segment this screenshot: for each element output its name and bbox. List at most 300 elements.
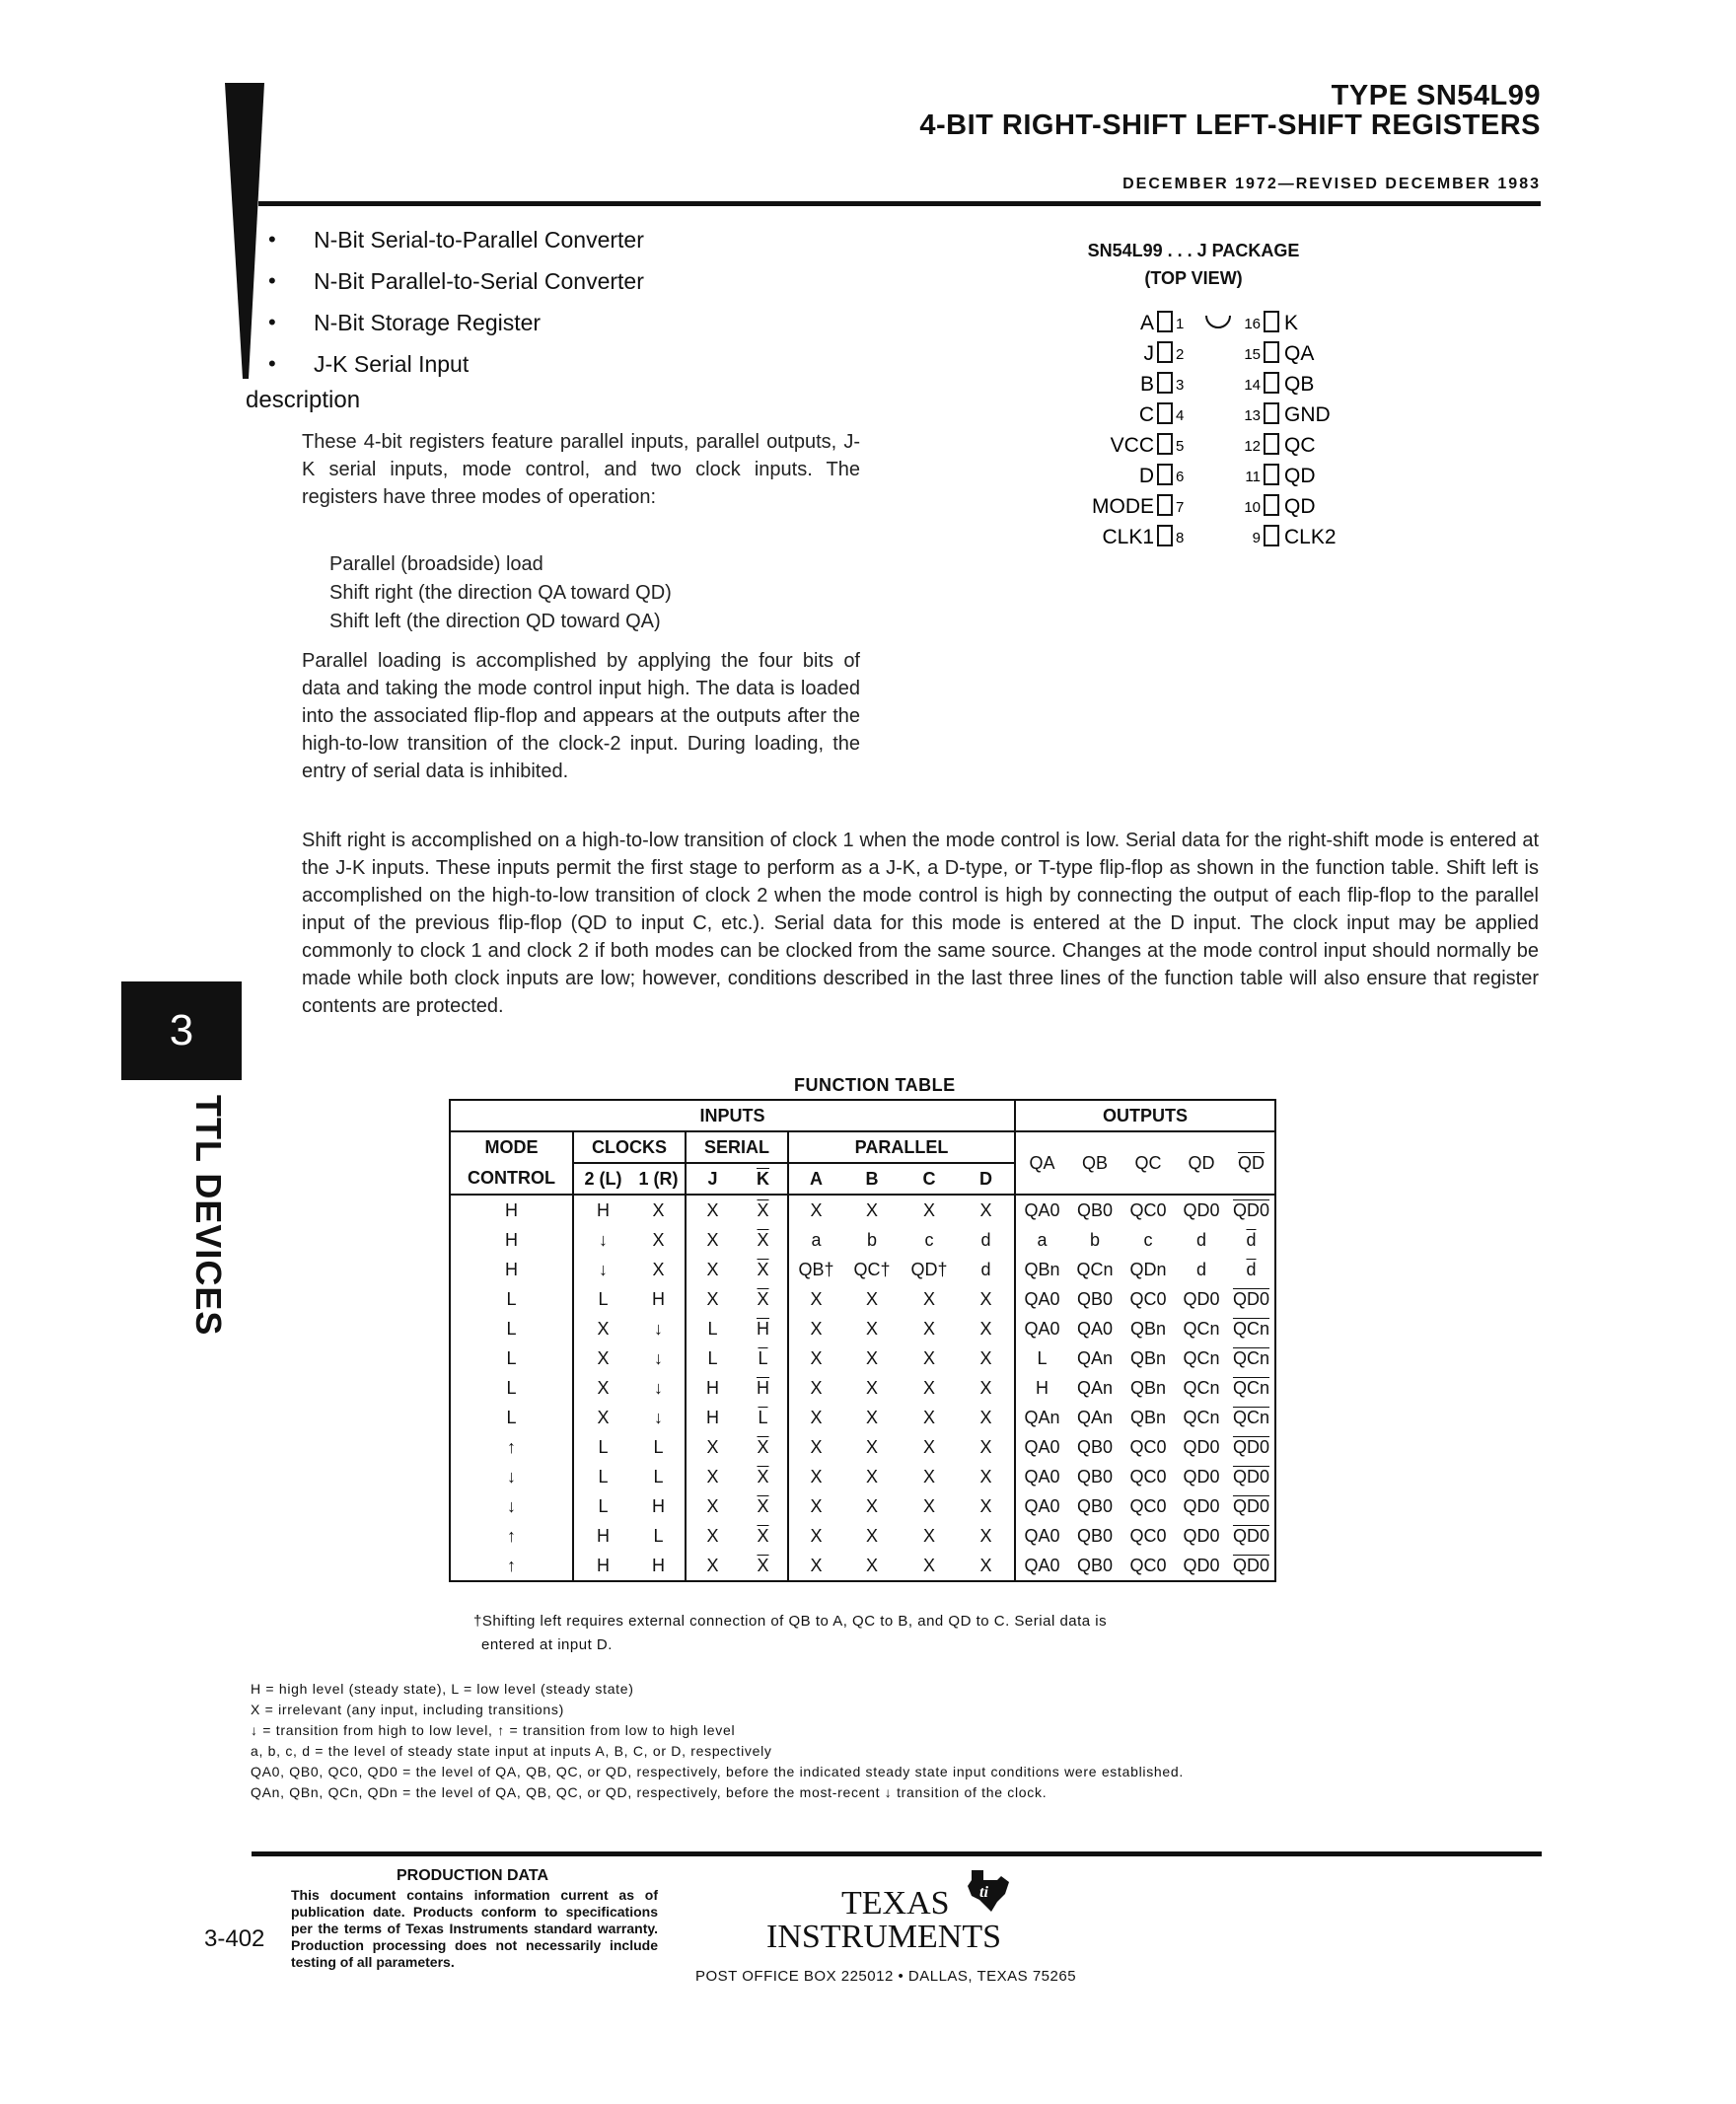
table-cell: X [573, 1343, 632, 1373]
table-cell: X [979, 1347, 992, 1368]
feature-item: • N-Bit Serial-to-Parallel Converter [268, 219, 644, 260]
table-cell: d [1195, 1259, 1206, 1279]
table-cell: QA0 [1015, 1462, 1068, 1491]
output-col-header: QC [1121, 1131, 1175, 1195]
table-cell: X [922, 1347, 935, 1368]
margin-change-bar [225, 83, 264, 379]
table-cell: ↑ [450, 1521, 573, 1551]
feature-item: • N-Bit Storage Register [268, 302, 644, 343]
table-cell: L [686, 1343, 739, 1373]
table-cell: X [979, 1495, 992, 1516]
table-cell: QC0 [1129, 1466, 1167, 1487]
description-paragraph: Shift right is accomplished on a high-to-low transition of clock 1 when the mode control is low. Serial data for the right-shift mode is entered at the J-K inputs. These inputs permit the first stage to perform as a J-K, a D-type, or T-type flip-flop as shown in the function table. Shift left is accomplished on the high-to-low transition of clock 2 when the mode control is high by connecting the output of each flip-flop to the parallel input of the previous flip-flop (QD to input C, etc.). Serial data for this mode is entered at the D input. The clock input may be applied commonly to clock 1 and clock 2 if both modes can be clocked from the same source. Changes at the mode control input should normally be made while both clock inputs are low; however, conditions described in the last three lines of the function table will also ensure that register contents are protected. [302, 830, 1539, 1017]
pin-name: A [1139, 312, 1154, 334]
table-cell: QB0 [1076, 1466, 1114, 1487]
table-cell: X [958, 1551, 1015, 1581]
package-title [1070, 237, 1317, 292]
table-cell: H [686, 1373, 739, 1403]
table-cell: H [632, 1551, 686, 1581]
table-cell: X [686, 1432, 739, 1462]
table-cell: QBn [1015, 1255, 1068, 1284]
table-cell: X [686, 1551, 739, 1581]
table-cell: X [979, 1436, 992, 1457]
mode-header: MODE [450, 1131, 573, 1163]
pin-name: GND [1284, 403, 1331, 426]
table-cell: ↑ [450, 1432, 573, 1462]
pin-number: 2 [1176, 346, 1185, 363]
table-cell: $\overline{d}$ [1228, 1255, 1275, 1284]
table-cell: QD0 [1228, 1521, 1275, 1551]
table-cell: X [788, 1521, 843, 1551]
table-cell: X [865, 1495, 878, 1516]
k-header: $\overline{K}$ [739, 1163, 788, 1195]
legend-item: QAn, QBn, QCn, QDn = the level of QA, QB, QC, or QD, respectively, before the most-recent ↓ transition of the clock. [251, 1784, 1048, 1800]
ti-state-icon [968, 1870, 1009, 1912]
table-cell: QC0 [1129, 1436, 1167, 1457]
table-cell: QA0 [1015, 1551, 1068, 1581]
pin-right [1244, 495, 1315, 518]
table-cell: X [686, 1284, 739, 1314]
feature-item: • J-K Serial Input [268, 343, 644, 385]
table-cell: L [573, 1432, 632, 1462]
parallel-col-header: C [901, 1163, 958, 1195]
pin-number: 5 [1176, 438, 1185, 455]
table-cell: QBn [1129, 1377, 1167, 1398]
table-cell: X [865, 1466, 878, 1487]
clock2-header: 2 (L) [573, 1163, 632, 1195]
table-cell: QB0 [1076, 1199, 1114, 1220]
logo-texas: TEXAS [841, 1885, 950, 1922]
table-cell: L [1015, 1343, 1068, 1373]
table-cell: QC† [853, 1259, 891, 1279]
control-header: CONTROL [450, 1163, 573, 1195]
title-type: TYPE SN54L99 [1331, 80, 1541, 111]
table-cell: QD0 [1228, 1432, 1275, 1462]
pin-number: 9 [1252, 530, 1261, 546]
table-cell: QAn [1076, 1407, 1114, 1427]
table-cell: H [1015, 1373, 1068, 1403]
pin-number: 16 [1244, 316, 1261, 332]
pinout-diagram [1075, 308, 1371, 564]
table-cell: X [922, 1377, 935, 1398]
table-cell: a [788, 1225, 843, 1255]
table-cell: d [980, 1229, 991, 1250]
parallel-header: PARALLEL [788, 1131, 1015, 1163]
table-cell: L [450, 1284, 573, 1314]
svg-text:ti: ti [979, 1884, 988, 1901]
production-data-title: PRODUCTION DATA [397, 1867, 549, 1884]
table-cell: $\overline{X}$ [757, 1495, 769, 1516]
pin-number: 15 [1244, 346, 1261, 363]
table-cell: X [686, 1491, 739, 1521]
table-row [450, 1314, 1275, 1343]
pin-left [1092, 495, 1184, 518]
table-cell: $\overline{QCn}$ [1228, 1343, 1275, 1373]
table-cell: $\overline{QCn}$ [1228, 1373, 1275, 1403]
table-cell: QD0 [1228, 1284, 1275, 1314]
page-number: 3-402 [204, 1925, 265, 1952]
pin-name: QB [1284, 373, 1315, 396]
pin-left [1139, 465, 1185, 487]
table-cell: QB0 [1076, 1495, 1114, 1516]
table-cell: X [843, 1551, 901, 1581]
function-table [449, 1099, 1276, 1582]
table-cell: X [865, 1347, 878, 1368]
mode-item: Shift left (the direction QD toward QA) [329, 611, 661, 632]
table-cell: X [922, 1525, 935, 1546]
package-name: SN54L99 . . . J PACKAGE [1087, 241, 1300, 260]
output-col-header: $\overline{QD}$ [1228, 1131, 1275, 1195]
pin-right [1244, 373, 1314, 396]
table-cell: X [865, 1436, 878, 1457]
table-cell: b [866, 1229, 877, 1250]
table-cell: H [652, 1288, 665, 1309]
table-cell: QB0 [1068, 1551, 1121, 1581]
output-col-header: QD [1175, 1131, 1228, 1195]
table-cell: b [1089, 1229, 1100, 1250]
table-cell: QCn [1076, 1259, 1114, 1279]
table-cell: QD0 [1183, 1525, 1220, 1546]
table-cell: ↓ [654, 1318, 663, 1339]
parallel-col-header: A [788, 1163, 843, 1195]
pin-name: QA [1284, 342, 1315, 365]
table-cell: X [788, 1432, 843, 1462]
table-cell: X [788, 1462, 843, 1491]
table-cell: X [652, 1229, 665, 1250]
table-cell: QD0 [1175, 1551, 1228, 1581]
table-cell: X [686, 1255, 739, 1284]
table-cell: ↑ [450, 1551, 573, 1581]
table-cell: L [573, 1491, 632, 1521]
logo-instruments: INSTRUMENTS [766, 1919, 1002, 1955]
table-cell: X [865, 1318, 878, 1339]
table-cell: $\overline{L}$ [758, 1347, 768, 1368]
pin-name: QC [1284, 434, 1316, 457]
pin-number: 12 [1244, 438, 1261, 455]
table-cell: H [573, 1195, 632, 1225]
table-cell: X [686, 1195, 739, 1225]
pin-number: 13 [1244, 407, 1261, 424]
table-cell: QC0 [1129, 1525, 1167, 1546]
table-cell: X [922, 1288, 935, 1309]
table-cell: L [686, 1314, 739, 1343]
table-cell: $\overline{X}$ [757, 1229, 769, 1250]
footnote-line: entered at input D. [481, 1636, 613, 1653]
table-row [450, 1195, 1275, 1225]
pin-number: 4 [1176, 407, 1185, 424]
table-cell: L [653, 1466, 664, 1487]
table-cell: X [922, 1318, 935, 1339]
inputs-header: INPUTS [450, 1100, 1015, 1131]
table-cell: $\overline{L}$ [758, 1407, 768, 1427]
section-tab-number: 3 [121, 981, 242, 1080]
table-cell: QA0 [1015, 1195, 1068, 1225]
table-cell: QC0 [1129, 1288, 1167, 1309]
pin-left [1139, 403, 1185, 426]
table-cell: ↓ [573, 1225, 632, 1255]
clocks-header: CLOCKS [573, 1131, 686, 1163]
table-cell: QAn [1076, 1377, 1114, 1398]
table-cell: QD0 [1228, 1195, 1275, 1225]
table-cell: QA0 [1015, 1521, 1068, 1551]
pin-name: CLK1 [1102, 526, 1154, 548]
table-cell: X [865, 1199, 878, 1220]
table-cell: QD0 [1183, 1495, 1220, 1516]
mode-item: Shift right (the direction QA toward QD) [329, 582, 672, 604]
table-footnote [473, 1610, 1107, 1657]
table-cell: d [980, 1259, 991, 1279]
pin-number: 8 [1176, 530, 1185, 546]
operation-modes [329, 550, 672, 636]
table-cell: L [653, 1436, 664, 1457]
table-cell: $\overline{X}$ [757, 1259, 769, 1279]
feature-list [268, 219, 644, 385]
pin-name: K [1284, 312, 1299, 334]
table-cell: X [865, 1377, 878, 1398]
table-cell: X [922, 1495, 935, 1516]
output-col-header: QB [1068, 1131, 1121, 1195]
table-row [450, 1255, 1275, 1284]
table-cell: X [788, 1373, 843, 1403]
table-row [450, 1462, 1275, 1491]
pin-number: 6 [1176, 469, 1185, 485]
table-cell: X [652, 1259, 665, 1279]
table-cell: H [573, 1521, 632, 1551]
pin-number: 14 [1244, 377, 1261, 394]
table-cell: X [979, 1377, 992, 1398]
table-cell: X [979, 1318, 992, 1339]
table-cell: X [788, 1491, 843, 1521]
table-row [450, 1225, 1275, 1255]
table-cell: X [788, 1195, 843, 1225]
table-cell: X [573, 1403, 632, 1432]
pin-left [1102, 526, 1184, 548]
table-cell: H [652, 1495, 665, 1516]
company-address: POST OFFICE BOX 225012 • DALLAS, TEXAS 75265 [695, 1968, 1077, 1985]
parallel-col-header: B [843, 1163, 901, 1195]
pin-right [1244, 403, 1330, 426]
j-header: J [686, 1163, 739, 1195]
page-title [919, 81, 1541, 140]
table-cell: X [686, 1521, 739, 1551]
table-cell: ↓ [654, 1377, 663, 1398]
table-cell: X [788, 1314, 843, 1343]
pin-name: J [1143, 342, 1154, 365]
table-row [450, 1551, 1275, 1581]
table-cell: QD0 [1183, 1436, 1220, 1457]
table-cell: X [573, 1314, 632, 1343]
table-cell: $\overline{X}$ [757, 1288, 769, 1309]
table-cell: QC0 [1121, 1551, 1175, 1581]
table-cell: L [450, 1373, 573, 1403]
pin-left [1111, 434, 1185, 457]
output-col-header: QA [1015, 1131, 1068, 1195]
outputs-header: OUTPUTS [1015, 1100, 1275, 1131]
legend [251, 1679, 1184, 1803]
table-cell: QAn [1076, 1347, 1114, 1368]
pin-right [1253, 526, 1337, 548]
table-row [450, 1343, 1275, 1373]
table-cell: QCn [1183, 1347, 1220, 1368]
table-cell: X [788, 1284, 843, 1314]
table-cell: $\overline{H}$ [757, 1318, 769, 1339]
pin-name: B [1139, 373, 1154, 396]
table-cell: QA0 [1015, 1432, 1068, 1462]
table-cell: $\overline{d}$ [1228, 1225, 1275, 1255]
table-cell: $\overline{X}$ [739, 1551, 788, 1581]
table-cell: QA0 [1015, 1491, 1068, 1521]
title-description: 4-BIT RIGHT-SHIFT LEFT-SHIFT REGISTERS [919, 109, 1541, 141]
clock1-header: 1 (R) [632, 1163, 686, 1195]
table-cell: X [901, 1551, 958, 1581]
pin-number: 3 [1176, 377, 1185, 394]
pin-name: C [1138, 403, 1154, 426]
table-cell: $\overline{QCn}$ [1228, 1314, 1275, 1343]
table-cell: H [573, 1551, 632, 1581]
pin-right [1244, 434, 1315, 457]
legend-item: a, b, c, d = the level of steady state input at inputs A, B, C, or D, respectively [251, 1743, 772, 1759]
table-cell: QB0 [1076, 1436, 1114, 1457]
table-cell: QBn [1129, 1407, 1167, 1427]
table-cell: d [1195, 1229, 1206, 1250]
table-cell: QD0 [1228, 1491, 1275, 1521]
texas-instruments-logo [764, 1866, 1031, 1955]
table-cell: X [788, 1551, 843, 1581]
table-cell: X [865, 1288, 878, 1309]
table-cell: X [788, 1403, 843, 1432]
table-cell: L [450, 1343, 573, 1373]
table-cell: X [922, 1407, 935, 1427]
table-cell: $\overline{X}$ [757, 1436, 769, 1457]
production-data-notice: This document contains information current as of publication date. Products conform to specifications per the terms of Texas Instruments standard warranty. Production processing does not necessarily include testing of all parameters. [291, 1887, 658, 1970]
table-cell: QA0 [1076, 1318, 1114, 1339]
table-cell: X [922, 1436, 935, 1457]
table-cell: X [979, 1288, 992, 1309]
table-cell: X [686, 1225, 739, 1255]
table-cell: $\overline{X}$ [757, 1466, 769, 1487]
table-cell: H [450, 1255, 573, 1284]
table-cell: H [686, 1403, 739, 1432]
pin-right [1245, 465, 1315, 487]
pin-left [1144, 342, 1185, 365]
table-cell: c [1143, 1229, 1153, 1250]
table-cell: X [573, 1373, 632, 1403]
section-tab-text: TTL DEVICES [188, 1095, 229, 1337]
table-cell: $\overline{QCn}$ [1228, 1403, 1275, 1432]
table-cell: ↓ [654, 1407, 663, 1427]
table-cell: QBn [1129, 1347, 1167, 1368]
description-paragraph: Parallel loading is accomplished by applying the four bits of data and taking the mode control input high. The data is loaded into the associated flip-flop and appears at the outputs after the high-to-low transition of the clock-2 input. During loading, the entry of serial data is inhibited. [302, 650, 860, 782]
table-cell: L [450, 1403, 573, 1432]
table-cell: L [573, 1284, 632, 1314]
footer-rule [252, 1851, 1542, 1856]
table-cell: ↓ [654, 1347, 663, 1368]
table-cell: H [450, 1195, 573, 1225]
table-cell: QAn [1015, 1403, 1068, 1432]
pin1-notch [1206, 316, 1230, 327]
table-cell: QD0 [1228, 1551, 1275, 1581]
table-cell: ↓ [573, 1255, 632, 1284]
table-cell: QA0 [1015, 1284, 1068, 1314]
pin-name: QD [1284, 495, 1316, 518]
table-cell: QB† [788, 1255, 843, 1284]
table-cell: QCn [1183, 1318, 1220, 1339]
table-cell: X [865, 1525, 878, 1546]
legend-item: X = irrelevant (any input, including transitions) [251, 1702, 564, 1717]
table-cell: L [653, 1525, 664, 1546]
table-cell: QD0 [1183, 1288, 1220, 1309]
parallel-col-header: D [958, 1163, 1015, 1195]
table-cell: QD0 [1228, 1462, 1275, 1491]
table-row [450, 1432, 1275, 1462]
pin-left [1140, 312, 1184, 334]
pin-number: 10 [1244, 499, 1261, 516]
table-cell: X [979, 1466, 992, 1487]
pin-name: MODE [1092, 495, 1154, 518]
pin-name: VCC [1110, 434, 1154, 457]
section-heading: description [246, 387, 361, 413]
description-paragraph: These 4-bit registers feature parallel inputs, parallel outputs, J-K serial inputs, mode control, and two clock inputs. The registers have three modes of operation: [302, 431, 860, 508]
table-row [450, 1521, 1275, 1551]
table-cell: X [922, 1199, 935, 1220]
table-cell: X [788, 1343, 843, 1373]
function-table-title: FUNCTION TABLE [794, 1075, 956, 1095]
pin-name: D [1138, 465, 1154, 487]
revision-date: DECEMBER 1972—REVISED DECEMBER 1983 [1122, 176, 1541, 192]
table-cell: X [979, 1199, 992, 1220]
legend-item: H = high level (steady state), L = low level (steady state) [251, 1681, 634, 1697]
table-cell: QCn [1183, 1407, 1220, 1427]
table-cell: QBn [1129, 1318, 1167, 1339]
table-cell: QDn [1129, 1259, 1167, 1279]
serial-header: SERIAL [686, 1131, 788, 1163]
feature-item: • N-Bit Parallel-to-Serial Converter [268, 260, 644, 302]
table-cell: QC0 [1129, 1495, 1167, 1516]
table-cell: X [979, 1525, 992, 1546]
table-cell: QB0 [1076, 1288, 1114, 1309]
footnote-line: †Shifting left requires external connection of QB to A, QC to B, and QD to C. Serial data is [473, 1613, 1108, 1630]
pin-right [1244, 342, 1314, 365]
pin-right [1244, 312, 1298, 334]
pin-name: CLK2 [1284, 526, 1337, 548]
table-cell: L [450, 1314, 573, 1343]
table-cell: QA0 [1015, 1314, 1068, 1343]
table-cell: QB0 [1076, 1525, 1114, 1546]
table-row [450, 1491, 1275, 1521]
table-cell: ↓ [450, 1491, 573, 1521]
table-cell: X [652, 1199, 665, 1220]
table-cell: QCn [1183, 1377, 1220, 1398]
header-rule [258, 201, 1541, 206]
table-cell: a [1015, 1225, 1068, 1255]
pin-left [1140, 373, 1184, 396]
table-cell: QD0 [1183, 1199, 1220, 1220]
table-cell: X [686, 1462, 739, 1491]
table-cell: $\overline{H}$ [757, 1377, 769, 1398]
pin-number: 1 [1176, 316, 1185, 332]
mode-item: Parallel (broadside) load [329, 553, 543, 575]
table-cell: $\overline{X}$ [757, 1525, 769, 1546]
table-cell: QD0 [1183, 1466, 1220, 1487]
table-row [450, 1373, 1275, 1403]
pin-number: 11 [1245, 469, 1261, 485]
table-row [450, 1403, 1275, 1432]
table-cell: L [573, 1462, 632, 1491]
table-cell: X [979, 1407, 992, 1427]
pin-name: QD [1284, 465, 1316, 487]
legend-item: QA0, QB0, QC0, QD0 = the level of QA, QB, QC, or QD, respectively, before the indicated steady state input conditions were established. [251, 1764, 1184, 1779]
table-cell: H [450, 1225, 573, 1255]
